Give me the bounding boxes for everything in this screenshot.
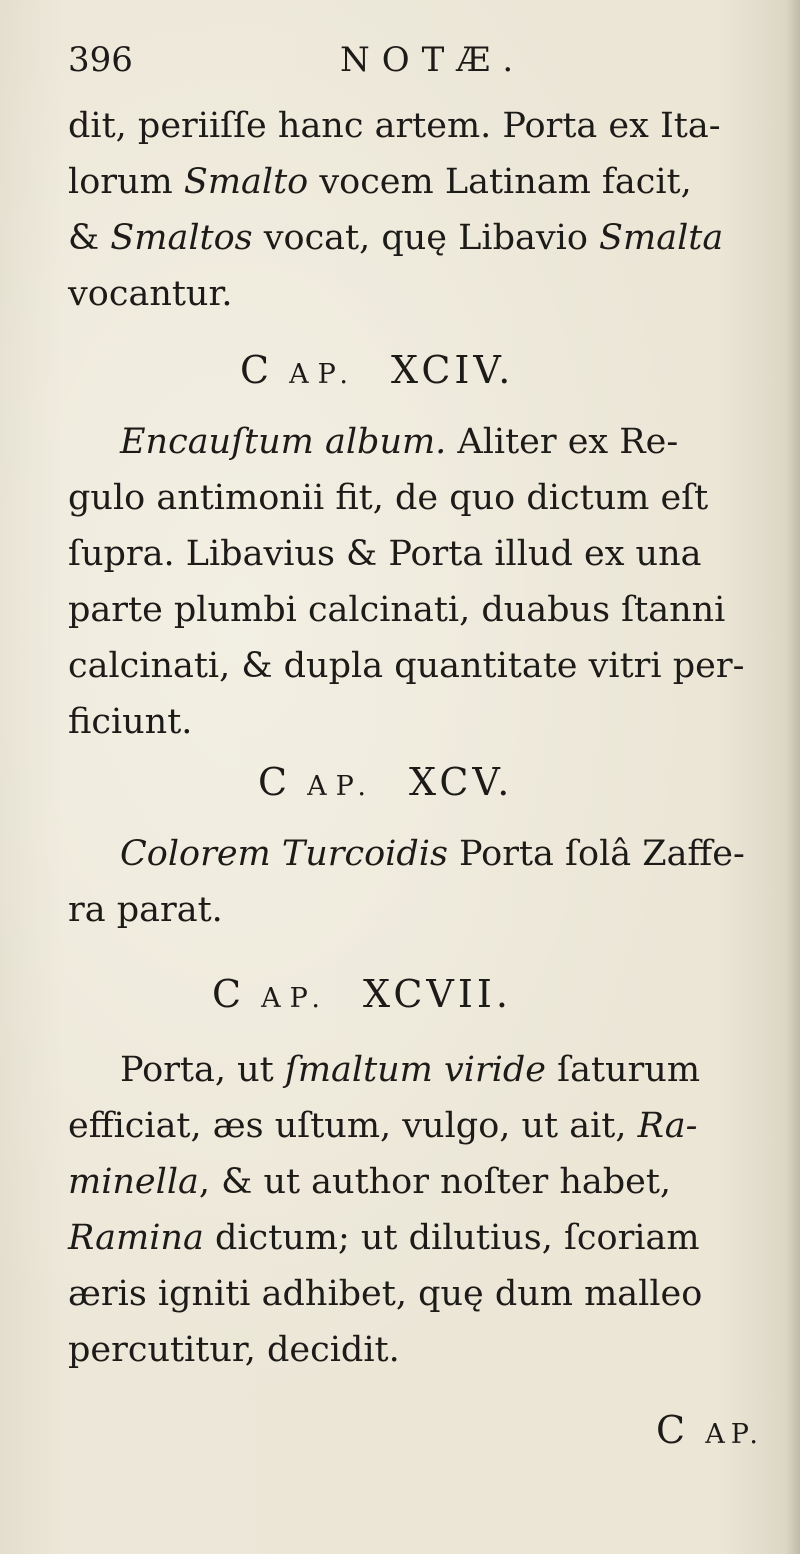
text-line: gulo antimonii fit, de quo dictum eſt xyxy=(68,478,709,518)
text-line: & Smaltos vocat, quę Libavio Smalta xyxy=(68,218,724,258)
text-line: minella, & ut author noſter habet, xyxy=(68,1162,672,1202)
text-line: efficiat, æs uſtum, vulgo, ut ait, Ra- xyxy=(68,1106,698,1146)
paragraph-3 xyxy=(68,826,768,938)
page-number: 396 xyxy=(68,40,133,80)
text-line: Encauſtum album. Aliter ex Re- xyxy=(120,422,679,462)
text-line: æris igniti adhibet, quę dum malleo xyxy=(68,1274,703,1314)
text-line: calcinati, & dupla quantitate vitri per- xyxy=(68,646,745,686)
text-line: ra parat. xyxy=(68,890,223,930)
paragraph-4 xyxy=(68,1042,768,1378)
text-line: parte plumbi calcinati, duabus ſtanni xyxy=(68,590,726,630)
text-line: Colorem Turcoidis Porta ſolâ Zaffe- xyxy=(120,834,745,874)
chapter-heading-xcv: C AP. XCV. xyxy=(258,760,514,804)
text-line: lorum Smalto vocem Latinam facit, xyxy=(68,162,692,202)
page-header xyxy=(68,40,748,90)
text-line: Porta, ut ſmaltum viride ſaturum xyxy=(120,1050,701,1090)
catchword: C AP. xyxy=(656,1408,764,1452)
text-line: percutitur, decidit. xyxy=(68,1330,400,1370)
running-head: NOTÆ. xyxy=(340,40,526,80)
text-line: Ramina dictum; ut dilutius, ſcoriam xyxy=(68,1218,700,1258)
text-line: vocantur. xyxy=(68,274,233,314)
paragraph-2 xyxy=(68,414,768,750)
page-edge-shadow xyxy=(786,0,800,1554)
text-line: ſupra. Libavius & Porta illud ex una xyxy=(68,534,702,574)
text-line: ficiunt. xyxy=(68,702,193,742)
text-line: dit, periiſſe hanc artem. Porta ex Ita- xyxy=(68,106,721,146)
paragraph-1 xyxy=(68,98,768,322)
chapter-heading-xciv: C AP. XCIV. xyxy=(240,348,515,392)
chapter-heading-xcvii: C AP. XCVII. xyxy=(212,972,512,1016)
